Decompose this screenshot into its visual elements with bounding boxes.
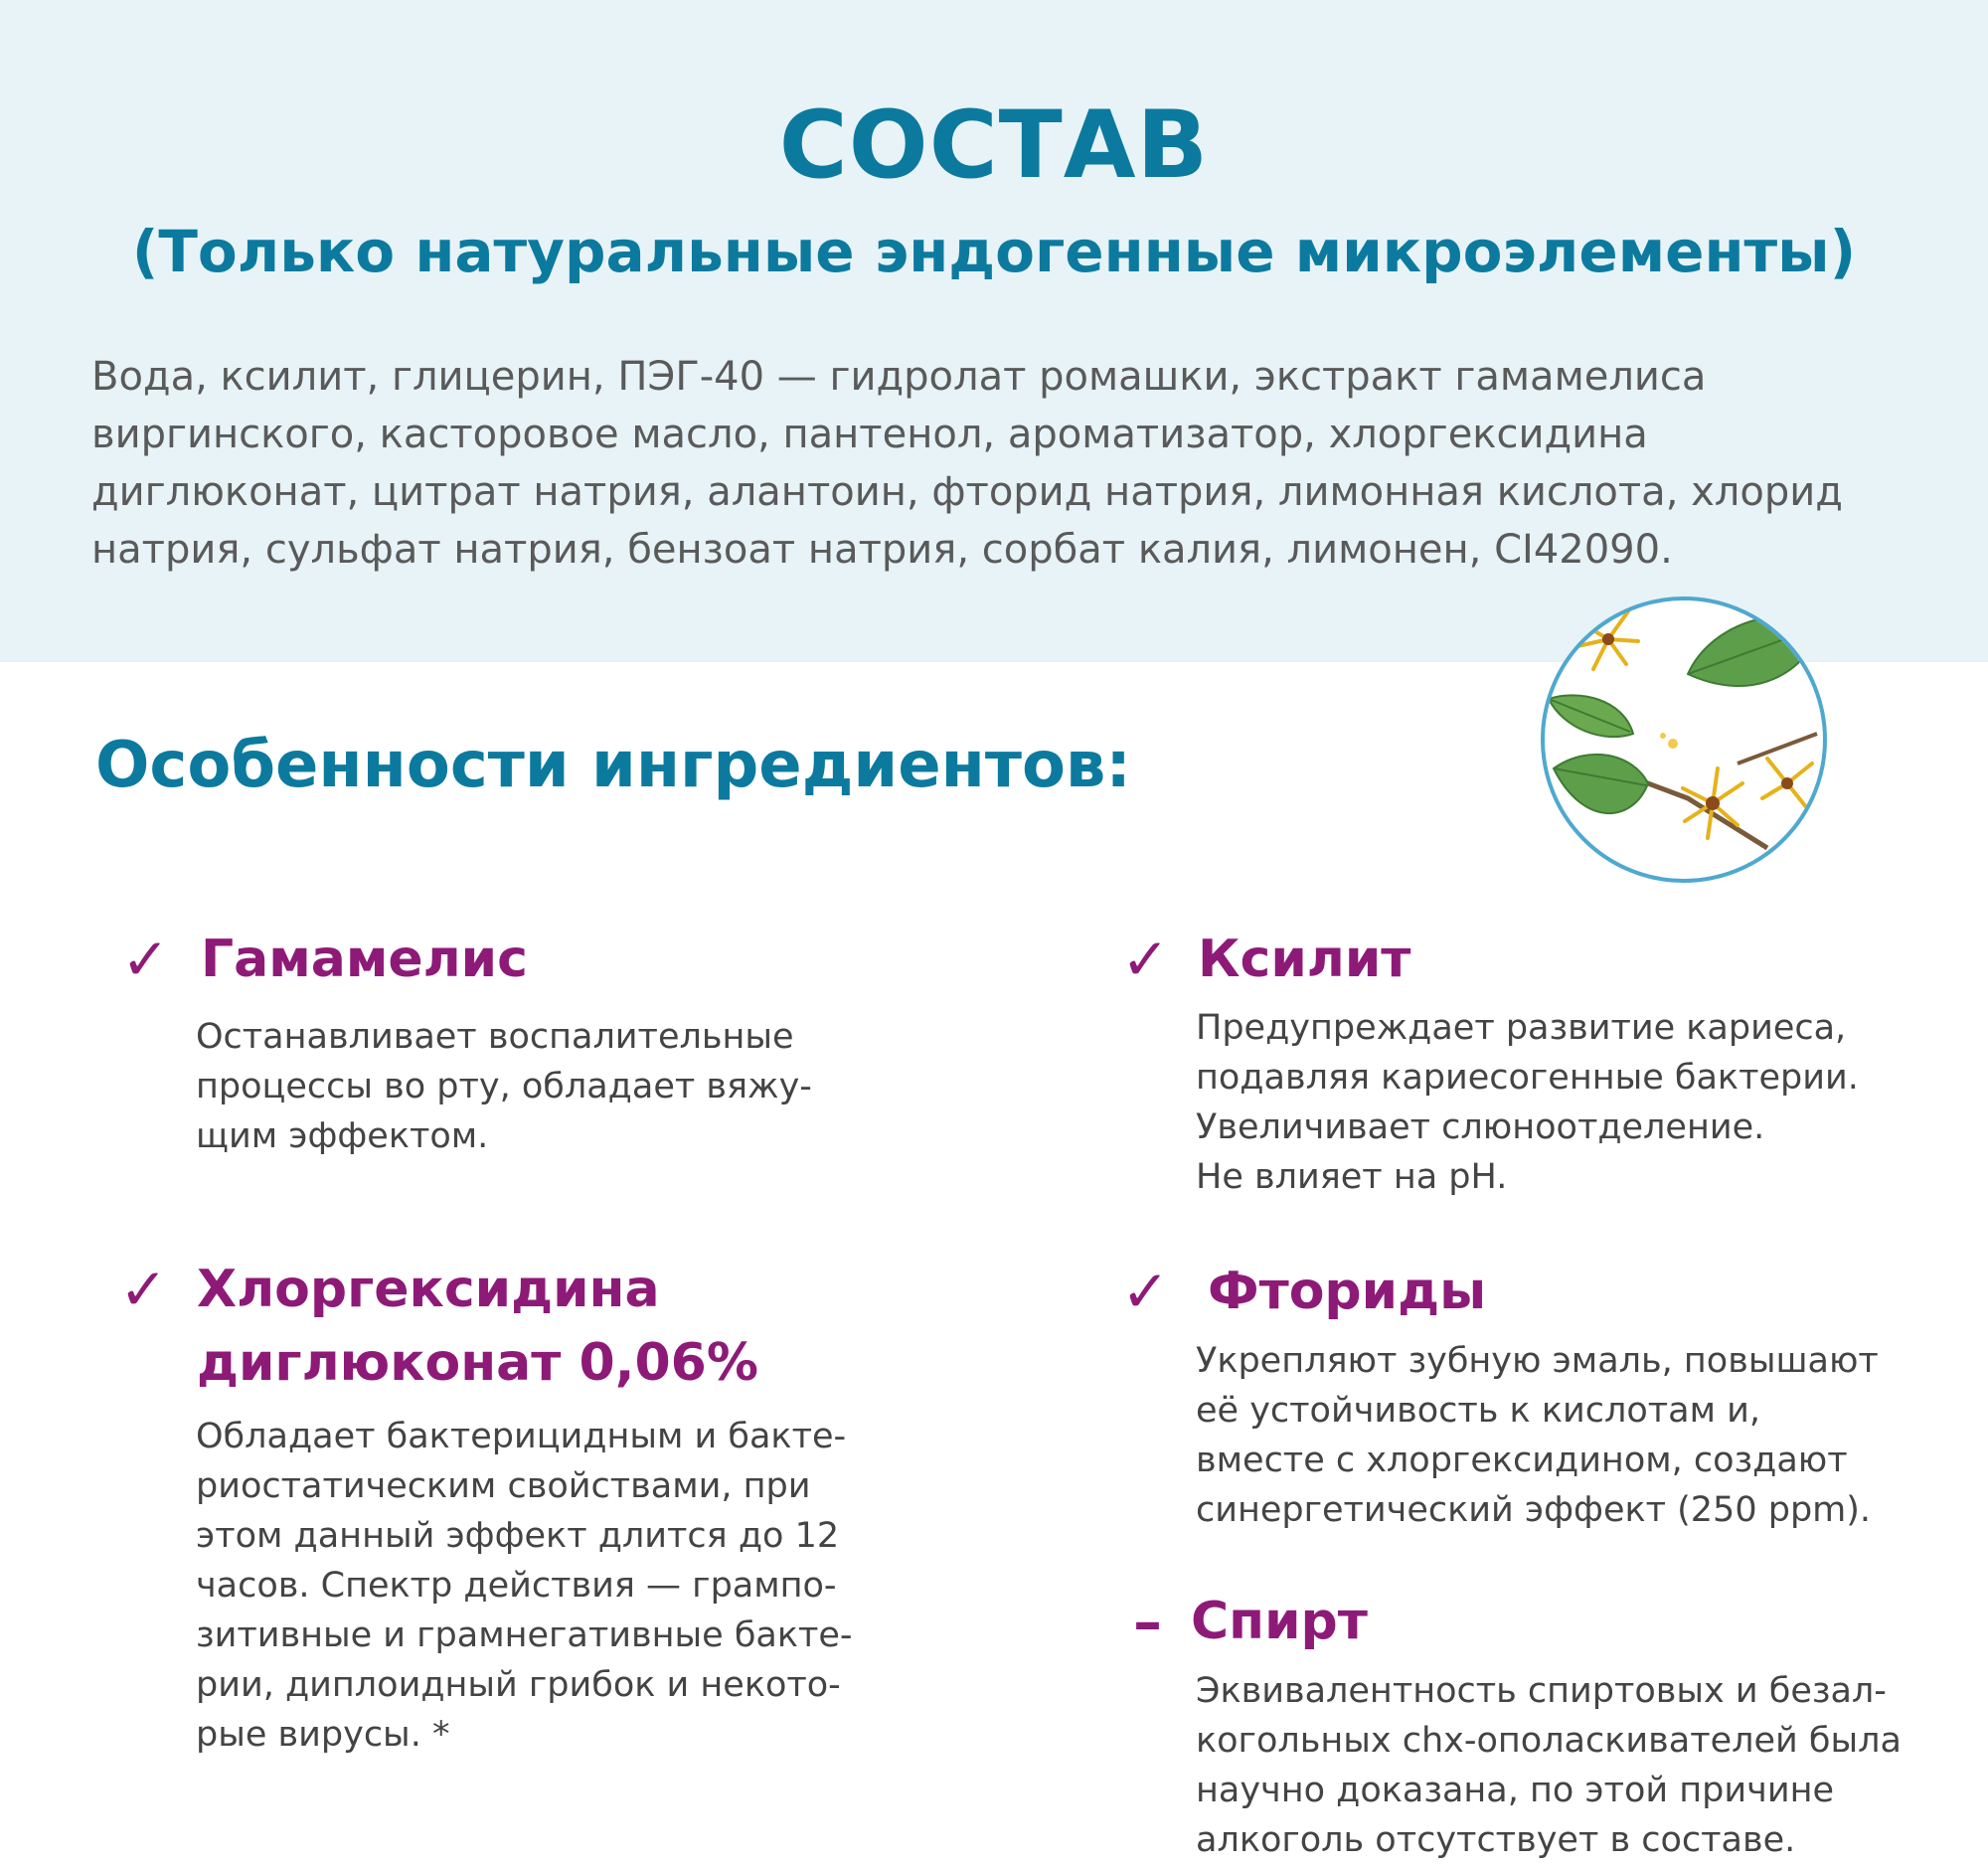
ingredient-title-hamamelis: Гамамелис (201, 930, 528, 989)
ingredient-title-chlorhexidine: Хлоргексидина диглюконат 0,06% (197, 1260, 758, 1393)
check-icon: ✓ (121, 926, 170, 993)
composition-text: Вода, ксилит, глицерин, ПЭГ-40 — гидролат ромашки, экстракт гамамелиса виргинского, касторовое масло, пантенол, ароматизатор, хлоргексидина диглюконат, цитрат натрия, алантоин, фторид натрия, лимонная кислота, хлорид натрия, сульфат натрия, бензоат натрия, сорбат калия, лимонен, CI42090. (91, 354, 1843, 573)
check-icon: ✓ (119, 1256, 168, 1323)
ingredient-title-alcohol: Спирт (1191, 1592, 1368, 1651)
page-title: СОСТАВ (778, 91, 1210, 200)
page-subtitle: (Только натуральные эндогенные микроэлементы) (131, 218, 1857, 285)
ingredient-description-alcohol: Эквивалентность спиртовых и безал- когольных chx-ополаскивателей была научно доказана, по этой причине алкоголь отсутствует в составе. (1196, 1671, 1902, 1860)
ingredient-description-fluorides: Укрепляют зубную эмаль, повышают eё устойчивость к кислотам и, вместе с хлоргексидином, создают синергетический эффект (250 ppm). (1196, 1341, 1879, 1530)
ingredient-title-xylitol: Ксилит (1198, 930, 1411, 989)
ingredient-description-chlorhexidine: Обладает бактерицидным и бакте- риостатическим свойствами, при этом данный эффект длится до 12 часов. Спектр действия — грампо- зитивные и грамнегативные бакте- рии, диплоидный грибок и некото- рые вирусы. * (196, 1417, 853, 1755)
witch-hazel-illustration (1539, 594, 1829, 885)
ingredient-title-fluorides: Фториды (1208, 1262, 1487, 1321)
ingredient-description-hamamelis: Останавливает воспалительные процессы во рту, обладает вяжу- щим эффектом. (196, 1017, 812, 1156)
check-icon: ✓ (1121, 1258, 1170, 1325)
dash-icon: – (1133, 1588, 1162, 1655)
ingredient-description-xylitol: Предупреждает развитие кариеса, подавляя кариесогенные бактерии. Увеличивает слюноотделение. Не влияет на pH. (1196, 1008, 1859, 1197)
check-icon: ✓ (1121, 926, 1170, 993)
features-heading: Особенности ингредиентов: (95, 729, 1131, 802)
